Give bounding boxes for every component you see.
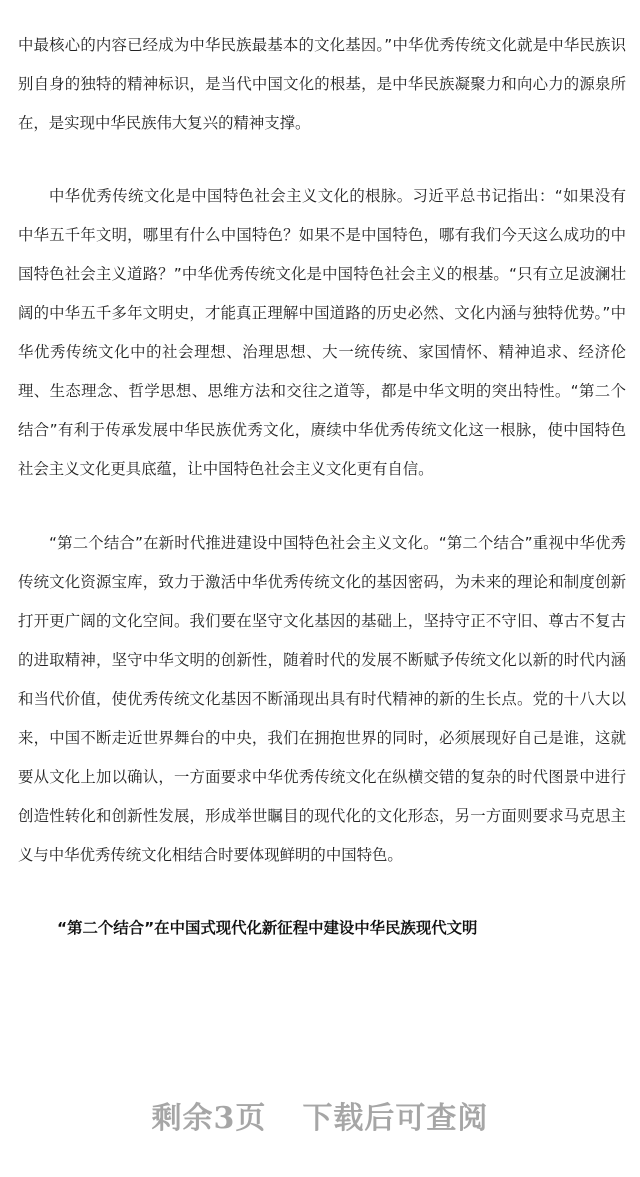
paragraph-spacer	[18, 143, 626, 177]
download-prompt-banner[interactable]	[0, 1093, 640, 1137]
paragraph-spacer	[18, 875, 626, 909]
paragraph-spacer	[18, 489, 626, 524]
document-body	[18, 26, 626, 948]
section-subheading: “第二个结合”在中国式现代化新征程中建设中华民族现代文明	[57, 919, 478, 937]
paragraph-second-integration: “第二个结合”在新时代推进建设中国特色社会主义文化。“第二个结合”重视中华优秀传统文化资源宝库，致力于激活中华优秀传统文化的基因密码，为未来的理论和制度创新打开更广阔的文化空间。我们要在坚守文化基因的基础上，坚持守正不守旧、尊古不复古的进取精神，坚守中华文明的创新性，随着时代的发展不断赋予传统文化以新的时代内涵和当代价值，使优秀传统文化基因不断涌现出具有时代精神的新的生长点。党的十八大以来，中国不断走近世界舞台的中央，我们在拥抱世界的同时，必须展现好自己是谁，这就要从文化上加以确认，一方面要求中华优秀传统文化在纵横交错的复杂的时代图景中进行创造性转化和创新性发展，形成举世瞩目的现代化的文化形态，另一方面则要求马克思主义与中华优秀传统文化相结合时要体现鲜明的中国特色。	[18, 534, 626, 864]
paragraph-continued: 中最核心的内容已经成为中华民族最基本的文化基因。”中华优秀传统文化就是中华民族识别自身的独特的精神标识，是当代中国文化的根基，是中华民族凝聚力和向心力的源泉所在，是实现中华民族伟大复兴的精神支撑。	[18, 36, 626, 132]
paragraph-cultural-roots: 中华优秀传统文化是中国特色社会主义文化的根脉。习近平总书记指出：“如果没有中华五千年文明，哪里有什么中国特色？如果不是中国特色，哪有我们今天这么成功的中国特色社会主义道路？”中华优秀传统文化是中国特色社会主义的根基。“只有立足波澜壮阔的中华五千多年文明史，才能真正理解中国道路的历史必然、文化内涵与独特优势。”中华优秀传统文化中的社会理想、治理思想、大一统传统、家国情怀、精神追求、经济伦理、生态理念、哲学思想、思维方法和交往之道等，都是中华文明的突出特性。“第二个结合”有利于传承发展中华民族优秀文化，赓续中华优秀传统文化这一根脉，使中国特色社会主义文化更具底蕴，让中国特色社会主义文化更有自信。	[18, 187, 626, 478]
remaining-pages-label: 剩余3页	[151, 1101, 267, 1136]
download-to-read-label: 下载后可查阅	[302, 1101, 489, 1136]
